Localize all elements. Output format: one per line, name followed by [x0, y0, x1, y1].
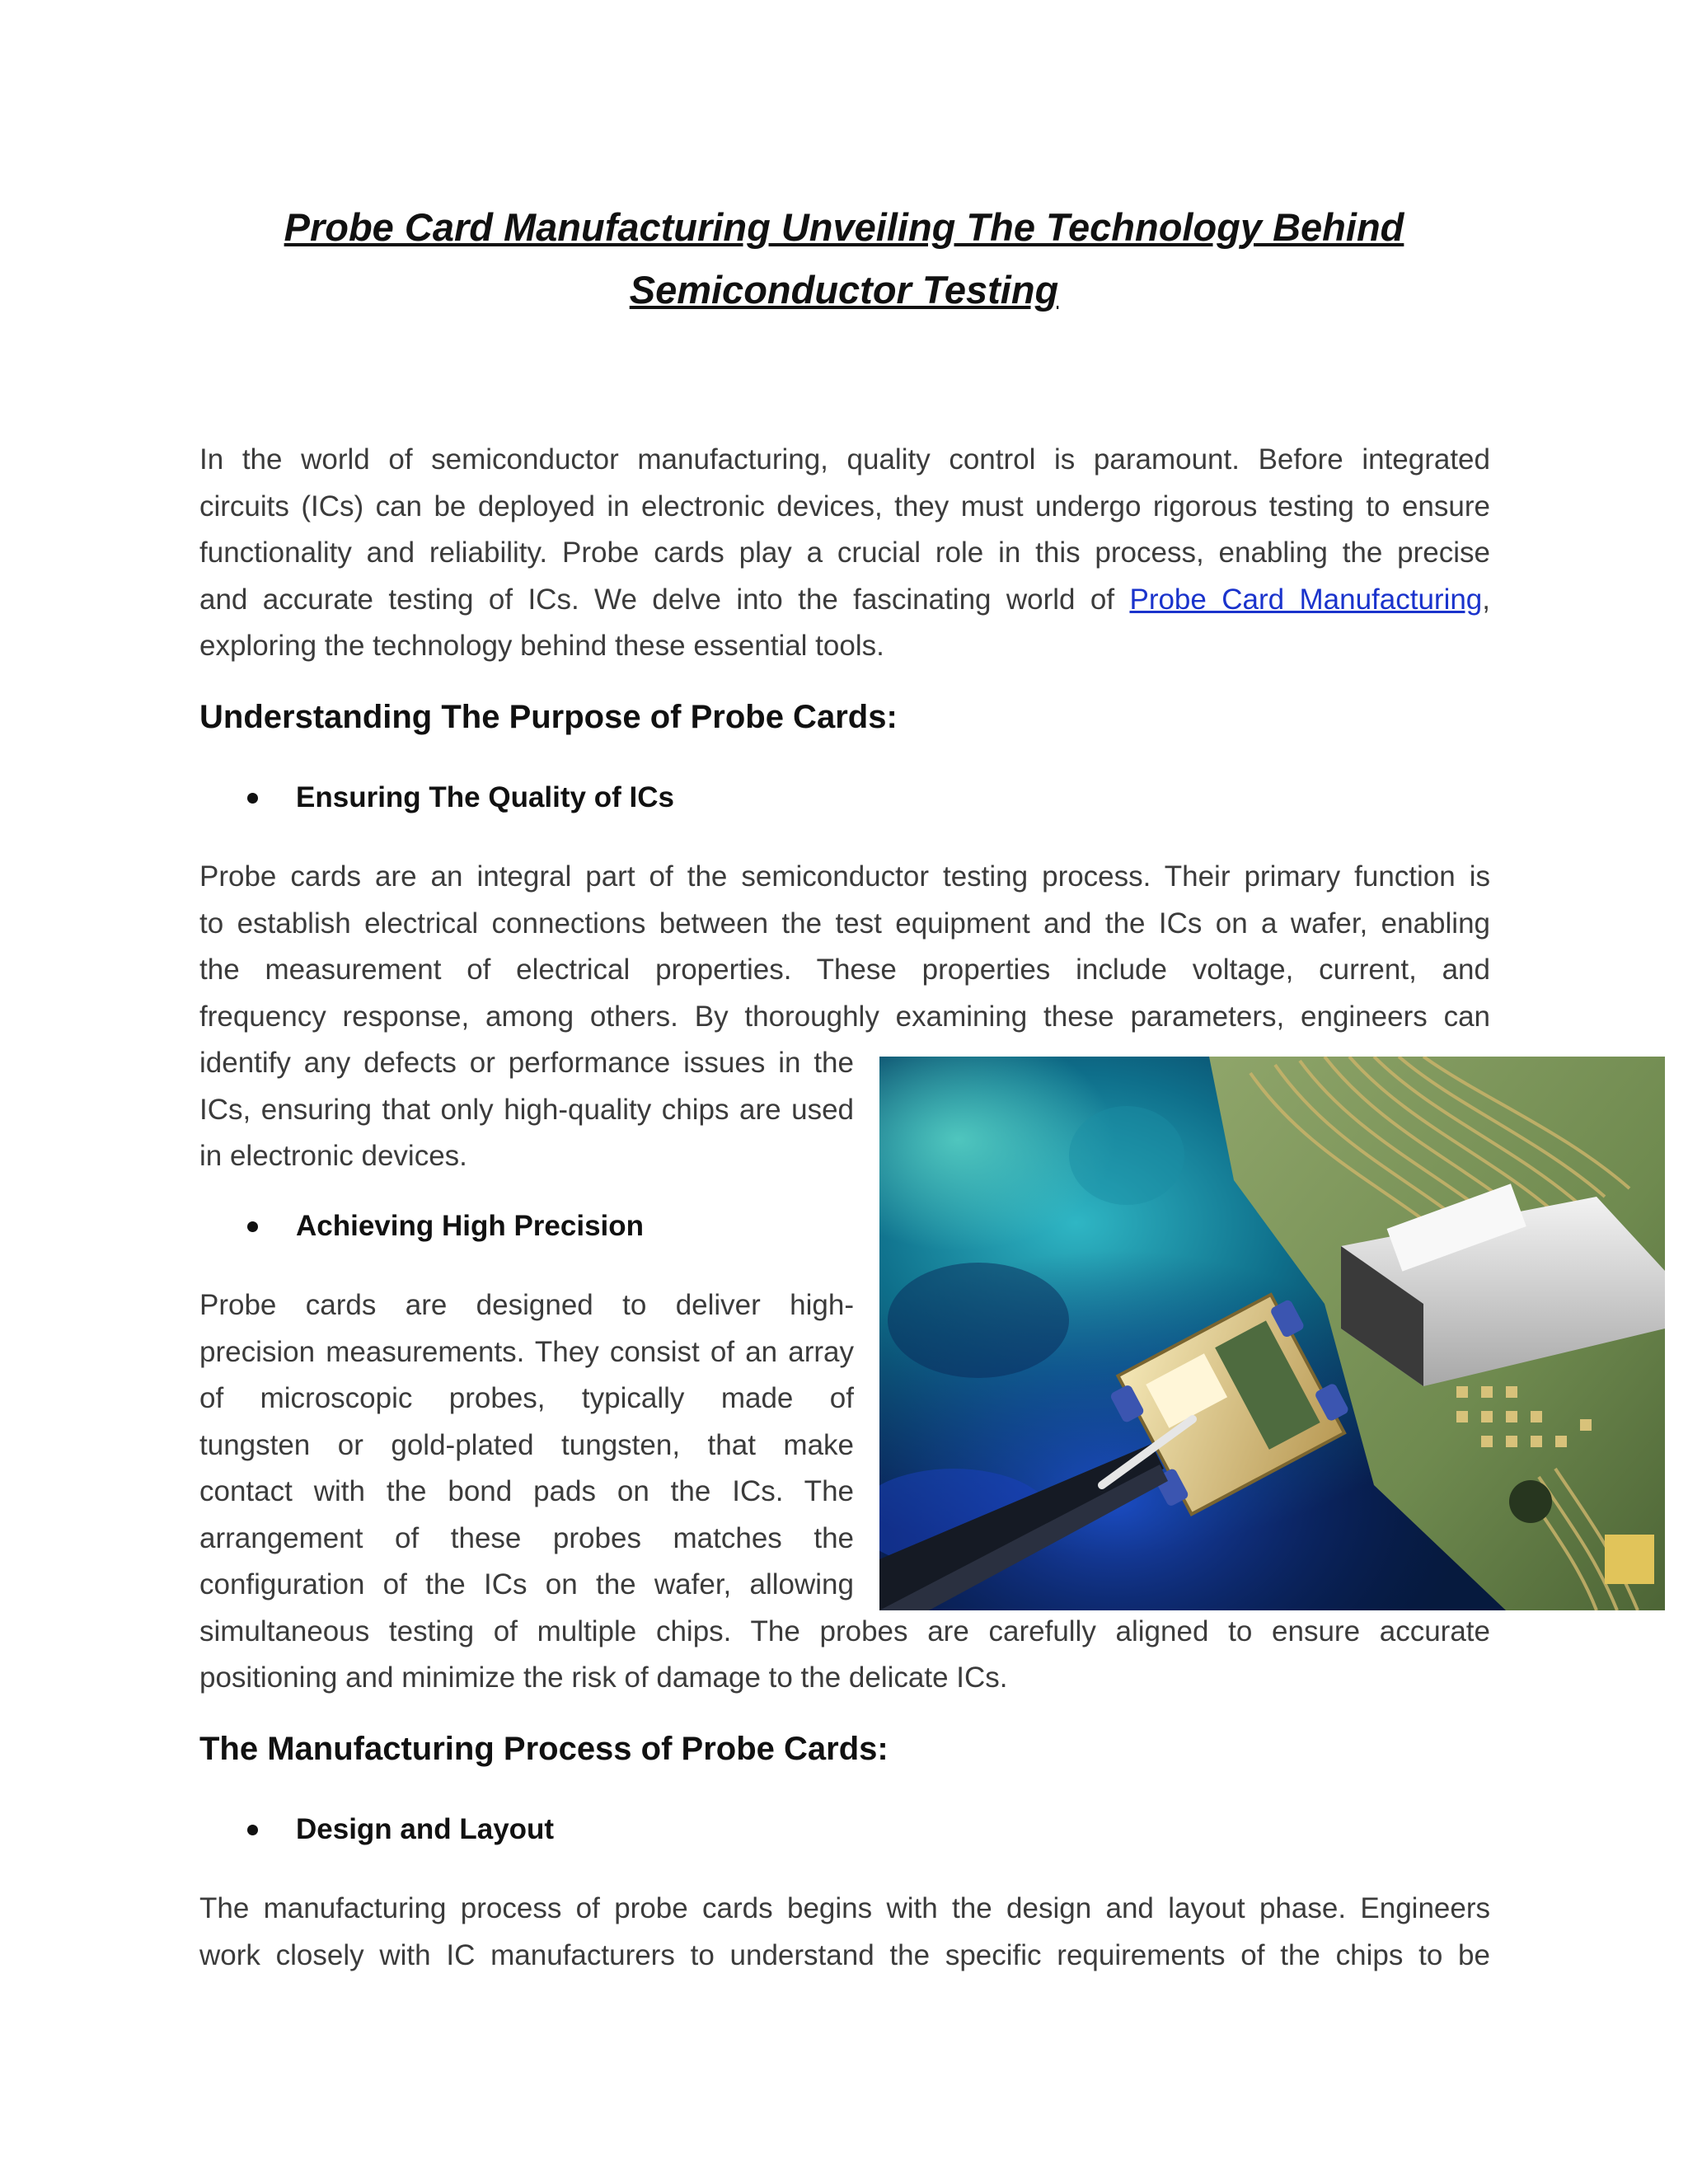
paragraph-line: Probe cards are an integral part of the semiconductor testing process. Their primary function is [199, 860, 1490, 893]
intro-paragraph [199, 437, 1490, 670]
document-title [198, 196, 1490, 321]
intro-line: In the world of semiconductor manufacturing, quality control is paramount. Before integrated [199, 443, 1490, 476]
bullet-label: Ensuring The Quality of ICs [296, 781, 674, 813]
bullet-icon [247, 1825, 258, 1835]
probe-card-photo [879, 1057, 1665, 1610]
bullet-high-precision [247, 1210, 644, 1243]
paragraph-line: configuration of the ICs on the wafer, allowing [199, 1568, 854, 1601]
paragraph-line: identify any defects or performance issues in the [199, 1047, 854, 1079]
paragraph-line: work closely with IC manufacturers to understand the specific requirements of the chips to be [199, 1938, 1490, 1971]
paragraph-line: the measurement of electrical properties. These properties include voltage, current, and [199, 954, 1490, 986]
bullet-icon [247, 793, 258, 804]
paragraph-line: precision measurements. They consist of an array [199, 1335, 854, 1368]
paragraph-line: ICs, ensuring that only high-quality chips are used [199, 1093, 854, 1126]
section-heading-manufacturing: The Manufacturing Process of Probe Cards: [199, 1731, 889, 1767]
paragraph-line: of microscopic probes, typically made of [199, 1382, 854, 1414]
bullet-design-layout [247, 1813, 554, 1846]
intro-line [199, 577, 1490, 624]
bullet-label: Design and Layout [296, 1813, 555, 1845]
intro-line: exploring the technology behind these essential tools. [199, 630, 884, 662]
paragraph-line: positioning and minimize the risk of damage to the delicate ICs. [199, 1661, 1008, 1694]
intro-text: and accurate testing of ICs. We delve into the fascinating world of [199, 583, 1130, 616]
paragraph-line: contact with the bond pads on the ICs. The [199, 1475, 854, 1507]
paragraph-line: The manufacturing process of probe cards begins with the design and layout phase. Engineers [199, 1892, 1490, 1924]
paragraph-line: Probe cards are designed to deliver high- [199, 1289, 854, 1321]
paragraph-line: tungsten or gold-plated tungsten, that make [199, 1428, 854, 1461]
paragraph-line: simultaneous testing of multiple chips. The probes are carefully aligned to ensure accurate [199, 1615, 1490, 1647]
title-line-2: Semiconductor Testing [629, 268, 1059, 312]
intro-line: functionality and reliability. Probe cards play a crucial role in this process, enabling the precise [199, 537, 1490, 569]
paragraph-line: frequency response, among others. By thoroughly examining these parameters, engineers can [199, 1000, 1490, 1033]
paragraph-line: to establish electrical connections between the test equipment and the ICs on a wafer, enabling [199, 907, 1490, 940]
intro-text: , [1482, 583, 1491, 616]
bullet-ensuring-quality [247, 781, 674, 814]
bullet-label: Achieving High Precision [296, 1210, 645, 1242]
title-line-1: Probe Card Manufacturing Unveiling The Technology Behind [284, 205, 1404, 249]
bullet-icon [247, 1221, 258, 1232]
intro-line: circuits (ICs) can be deployed in electronic devices, they must undergo rigorous testing to ensure [199, 490, 1490, 523]
paragraph-line: arrangement of these probes matches the [199, 1521, 854, 1554]
probe-card-manufacturing-link[interactable]: Probe Card Manufacturing [1129, 583, 1483, 616]
paragraph-design [199, 1886, 1490, 1979]
section-heading-purpose: Understanding The Purpose of Probe Cards: [199, 699, 898, 735]
paragraph-line: in electronic devices. [199, 1140, 467, 1172]
